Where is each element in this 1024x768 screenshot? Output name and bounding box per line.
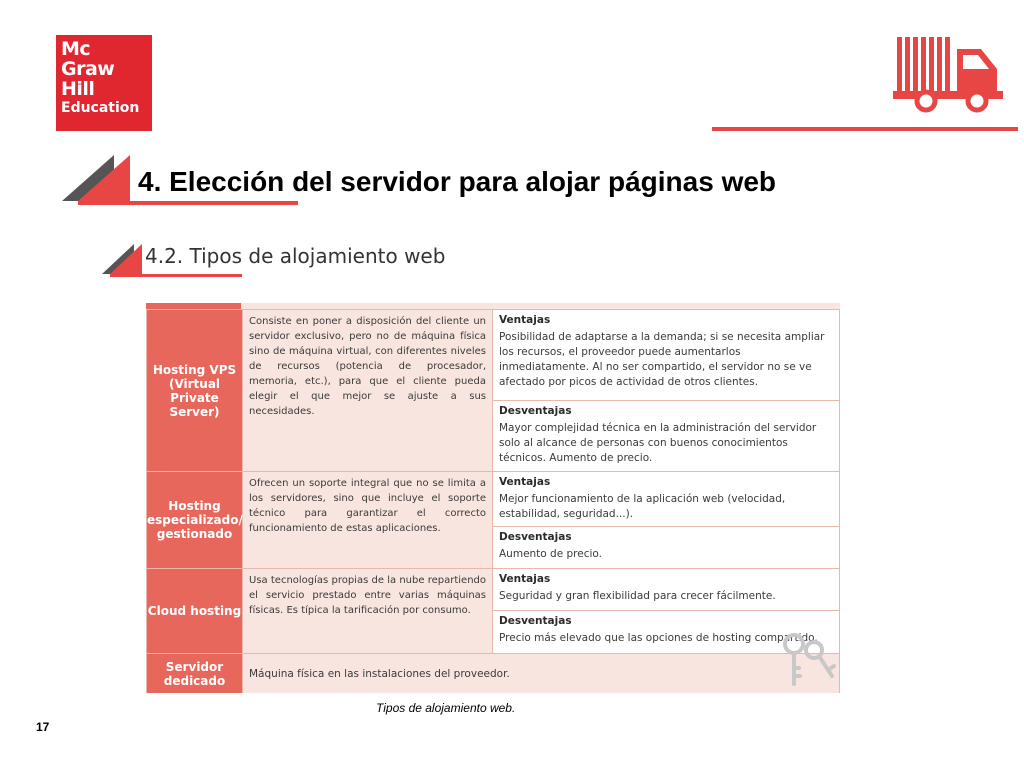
advantages-cell	[493, 310, 840, 401]
page-number: 17	[36, 720, 50, 734]
advantages-text: Mejor funcionamiento de la aplicación web (velocidad, estabilidad, seguridad...).	[499, 493, 786, 520]
advantages-text: Posibilidad de adaptarse a la demanda; si se necesita ampliar los recursos, el proveedor puede aumentarlos inmediatamente. Al no ser compartido, el servidor no se ve afectado por picos de actividad de otros clientes.	[499, 331, 825, 388]
row-description: Usa tecnologías propias de la nube repartiendo el servicio prestado entre varias máquinas físicas. Es típica la tarificación por consumo.	[243, 569, 493, 654]
row-category: Hosting VPS (Virtual Private Server)	[147, 310, 243, 472]
table-row	[147, 310, 840, 401]
disadvantages-heading: Desventajas	[499, 405, 572, 417]
logo-line-1: Mc	[61, 38, 91, 60]
table-row	[147, 654, 840, 694]
disadvantages-text: Mayor complejidad técnica en la administración del servidor solo al alcance de personas con buenos conocimientos técnicos. Aumento de precio.	[499, 422, 817, 464]
disadvantages-text: Precio más elevado que las opciones de hosting compartido.	[499, 632, 818, 644]
disadvantages-heading: Desventajas	[499, 615, 572, 627]
logo-line-2: Graw	[61, 58, 115, 80]
logo-line-3: Hill	[61, 78, 95, 100]
slide-subtitle: 4.2. Tipos de alojamiento web	[145, 244, 446, 268]
row-category: Servidor dedicado	[147, 654, 243, 694]
advantages-heading: Ventajas	[499, 573, 551, 585]
mcgraw-hill-logo	[56, 35, 152, 131]
row-category: Cloud hosting	[147, 569, 243, 654]
advantages-heading: Ventajas	[499, 314, 551, 326]
disadvantages-heading: Desventajas	[499, 531, 572, 543]
row-description: Máquina física en las instalaciones del proveedor.	[243, 654, 840, 694]
row-category: Hosting especializado/ gestionado	[147, 472, 243, 569]
table-caption: Tipos de alojamiento web.	[376, 701, 516, 715]
advantages-heading: Ventajas	[499, 476, 551, 488]
advantages-text: Seguridad y gran flexibilidad para crecer fácilmente.	[499, 590, 776, 602]
advantages-cell	[493, 569, 840, 611]
logo-line-4: Education	[61, 100, 140, 116]
disadvantages-text: Aumento de precio.	[499, 548, 603, 560]
hosting-types-table	[146, 303, 840, 693]
disadvantages-cell	[493, 401, 840, 472]
slide-title: 4. Elección del servidor para alojar páginas web	[138, 166, 777, 197]
table-row	[147, 472, 840, 527]
advantages-cell	[493, 472, 840, 527]
disadvantages-cell	[493, 527, 840, 569]
hosting-table	[146, 309, 840, 693]
header-divider	[712, 127, 1018, 131]
table-row	[147, 569, 840, 611]
row-description: Ofrecen un soporte integral que no se limita a los servidores, sino que incluye el soporte técnico para garantizar el correcto funcionamiento de estas aplicaciones.	[243, 472, 493, 569]
truck-icon	[893, 35, 1007, 113]
row-description: Consiste en poner a disposición del cliente un servidor exclusivo, pero no de máquina física sino de máquina virtual, con diferentes niveles de recursos (potencia de procesador, memoria, etc.), para que el cliente pueda elegir el que mejor se ajuste a sus necesidades.	[243, 310, 493, 472]
keys-icon	[778, 630, 848, 690]
